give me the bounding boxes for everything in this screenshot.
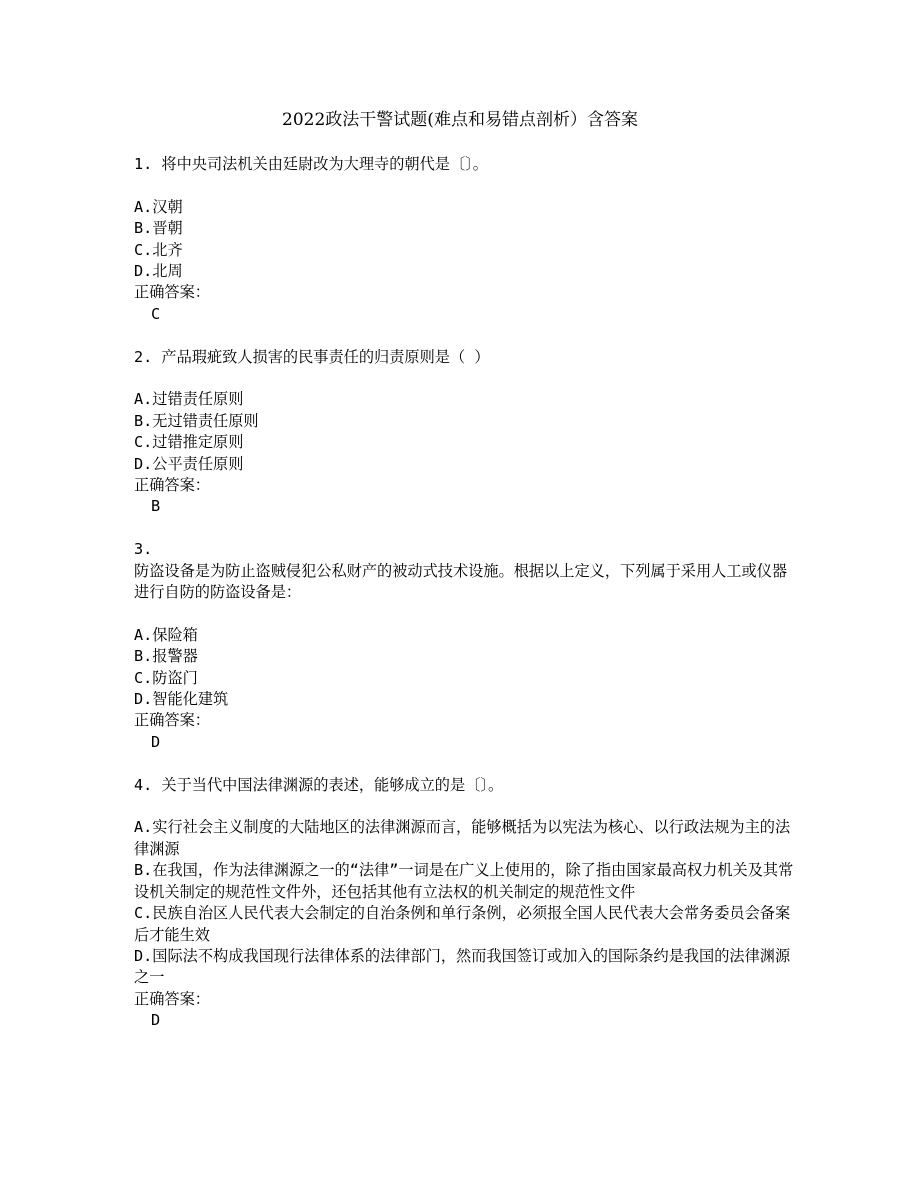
option-a: A.汉朝 <box>134 197 183 216</box>
question-head: 3. <box>134 540 153 559</box>
question-4 <box>134 775 794 1032</box>
option-b: B.无过错责任原则 <box>134 411 259 430</box>
answer-value: D <box>151 732 161 751</box>
document-title: 2022政法干警试题(难点和易错点剖析）含答案 <box>282 110 638 130</box>
question-head: 2. 产品瑕疵致人损害的民事责任的归责原则是（ ） <box>134 347 490 366</box>
question-2 <box>134 347 794 518</box>
option-a: A.实行社会主义制度的大陆地区的法律渊源而言，能够概括为以宪法为核心、以行政法规为主的法律渊源 <box>134 818 791 858</box>
question-1 <box>134 154 794 325</box>
answer-label: 正确答案： <box>134 989 210 1008</box>
option-d: D.北周 <box>134 262 183 281</box>
question-list <box>134 154 794 1053</box>
option-b: B.晋朝 <box>134 219 183 238</box>
option-a: A.过错责任原则 <box>134 390 244 409</box>
answer-value: D <box>151 1011 161 1030</box>
answer-label: 正确答案： <box>134 283 210 302</box>
question-3 <box>134 539 794 753</box>
option-c: C.北齐 <box>134 240 183 259</box>
option-d: D.公平责任原则 <box>134 454 244 473</box>
answer-value: C <box>151 304 161 323</box>
option-c: C.民族自治区人民代表大会制定的自治条例和单行条例，必须报全国人民代表大会常务委员会备案后才能生效 <box>134 904 791 944</box>
option-a: A.保险箱 <box>134 625 198 644</box>
option-d: D.国际法不构成我国现行法律体系的法律部门，然而我国签订或加入的国际条约是我国的法律渊源之一 <box>134 946 791 987</box>
option-b: B.报警器 <box>134 647 198 666</box>
answer-label: 正确答案： <box>134 711 210 730</box>
option-c: C.过错推定原则 <box>134 433 244 452</box>
question-head: 1. 将中央司法机关由廷尉改为大理寺的朝代是〔〕。 <box>134 155 488 173</box>
answer-label: 正确答案： <box>134 476 210 495</box>
option-b: B.在我国，作为法律渊源之一的“法律”一词是在广义上使用的，除了指由国家最高权力机关及其常设机关制定的规范性文件外，还包括其他有立法权的机关制定的规范性文件 <box>134 861 794 901</box>
option-d: D.智能化建筑 <box>134 690 229 709</box>
question-stem: 防盗设备是为防止盗贼侵犯公私财产的被动式技术设施。根据以上定义，下列属于采用人工或仪器进行自防的防盗设备是： <box>134 561 788 602</box>
question-head: 4. 关于当代中国法律渊源的表述，能够成立的是〔〕。 <box>134 775 504 794</box>
option-c: C.防盗门 <box>134 668 198 687</box>
answer-value: B <box>151 497 161 516</box>
